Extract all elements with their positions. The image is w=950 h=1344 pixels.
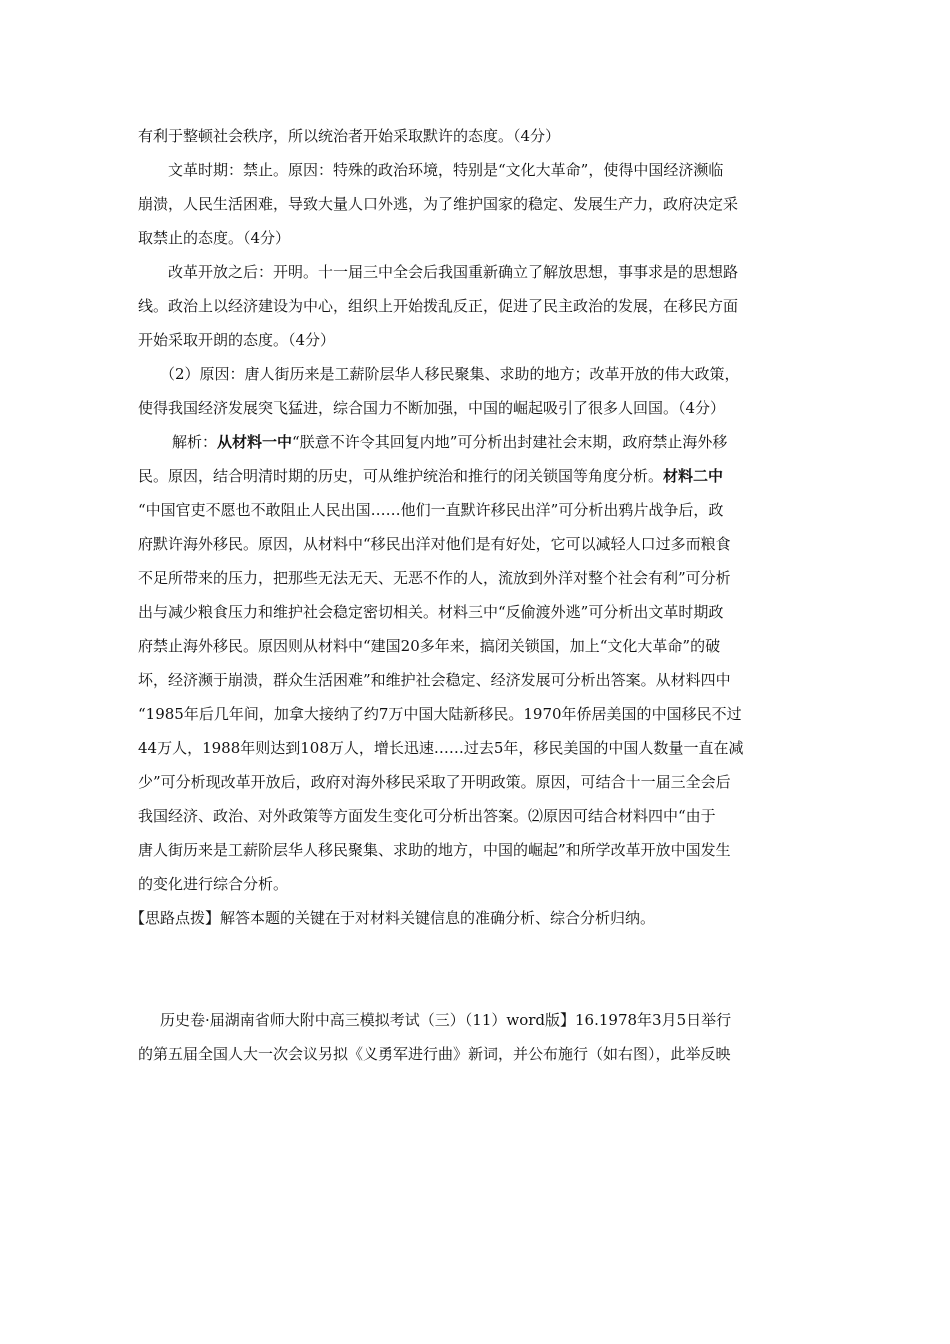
text-line: 不足所带来的压力，把那些无法无天、无恶不作的人，流放到外洋对整个社会有利”可分析	[138, 569, 731, 587]
text-line: 出与减少粮食压力和维护社会稳定密切相关。材料三中“反偷渡外逃”可分析出文革时期政	[138, 603, 724, 621]
text-line: 府默许海外移民。原因，从材料中“移民出洋对他们是有好处，它可以减轻人口过多而粮食	[138, 535, 731, 553]
text-line	[138, 466, 723, 486]
text-line: 44万人，1988年则达到108万人，增长迅速……过去5年，移民美国的中国人数量一直在减	[138, 739, 744, 757]
analysis-heading-line	[172, 432, 727, 452]
text-line: “中国官吏不愿也不敢阻止人民出国……他们一直默许移民出洋”可分析出鸦片战争后，政	[138, 501, 724, 519]
text-line: 我国经济、政治、对外政策等方面发生变化可分析出答案。⑵原因可结合材料四中“由于	[138, 807, 716, 825]
text-line: 线。政治上以经济建设为中心，组织上开始拨乱反正，促进了民主政治的发展，在移民方面	[138, 297, 739, 315]
text-line: 崩溃，人民生活困难，导致大量人口外逃，为了维护国家的稳定、发展生产力，政府决定采	[138, 195, 739, 213]
text-line: 使得我国经济发展突飞猛进，综合国力不断加强，中国的崛起吸引了很多人回国。（4分）	[138, 399, 726, 417]
tip-line: 【思路点拨】解答本题的关键在于对材料关键信息的准确分析、综合分析归纳。	[130, 909, 656, 927]
question-line: 的第五届全国人大一次会议另拟《义勇军进行曲》新词，并公布施行（如右图），此举反映	[138, 1045, 731, 1063]
text-line: 有利于整顿社会秩序，所以统治者开始采取默许的态度。（4分）	[138, 127, 561, 145]
text-span: 解析：	[172, 433, 218, 451]
text-line: （2）原因：唐人街历来是工薪阶层华人移民聚集、求助的地方；改革开放的伟大政策，	[160, 365, 740, 383]
bold-text: 材料二中	[663, 467, 724, 485]
text-line: 唐人街历来是工薪阶层华人移民聚集、求助的地方，中国的崛起”和所学改革开放中国发生	[138, 841, 731, 859]
text-line: 文革时期：禁止。原因：特殊的政治环境，特别是“文化大革命”，使得中国经济濒临	[168, 161, 724, 179]
text-line: 少”可分析现改革开放后，政府对海外移民采取了开明政策。原因，可结合十一届三全会后	[138, 773, 731, 791]
text-span: 民。原因，结合明清时期的历史，可从维护统治和推行的闭关锁国等角度分析。	[138, 467, 664, 485]
text-line: 府禁止海外移民。原因则从材料中“建国20多年来，搞闭关锁国，加上“文化大革命”的破	[138, 637, 721, 655]
question-line: 历史卷·届湖南省师大附中高三模拟考试（三）（11）word版】16.1978年3月5日举行	[160, 1011, 732, 1029]
text-line: 开始采取开朗的态度。（4分）	[138, 331, 336, 349]
text-line: “1985年后几年间，加拿大接纳了约7万中国大陆新移民。1970年侨居美国的中国移民不过	[138, 705, 742, 723]
text-line: 的变化进行综合分析。	[138, 875, 289, 893]
bold-text: 从材料一中	[217, 433, 293, 451]
text-line: 坏，经济濒于崩溃，群众生活困难”和维护社会稳定、经济发展可分析出答案。从材料四中	[138, 671, 731, 689]
text-line: 取禁止的态度。（4分）	[138, 229, 291, 247]
text-line: 改革开放之后：开明。十一届三中全会后我国重新确立了解放思想，事事求是的思想路	[168, 263, 739, 281]
text-span: “朕意不许令其回复内地”可分析出封建社会末期，政府禁止海外移	[292, 433, 728, 451]
